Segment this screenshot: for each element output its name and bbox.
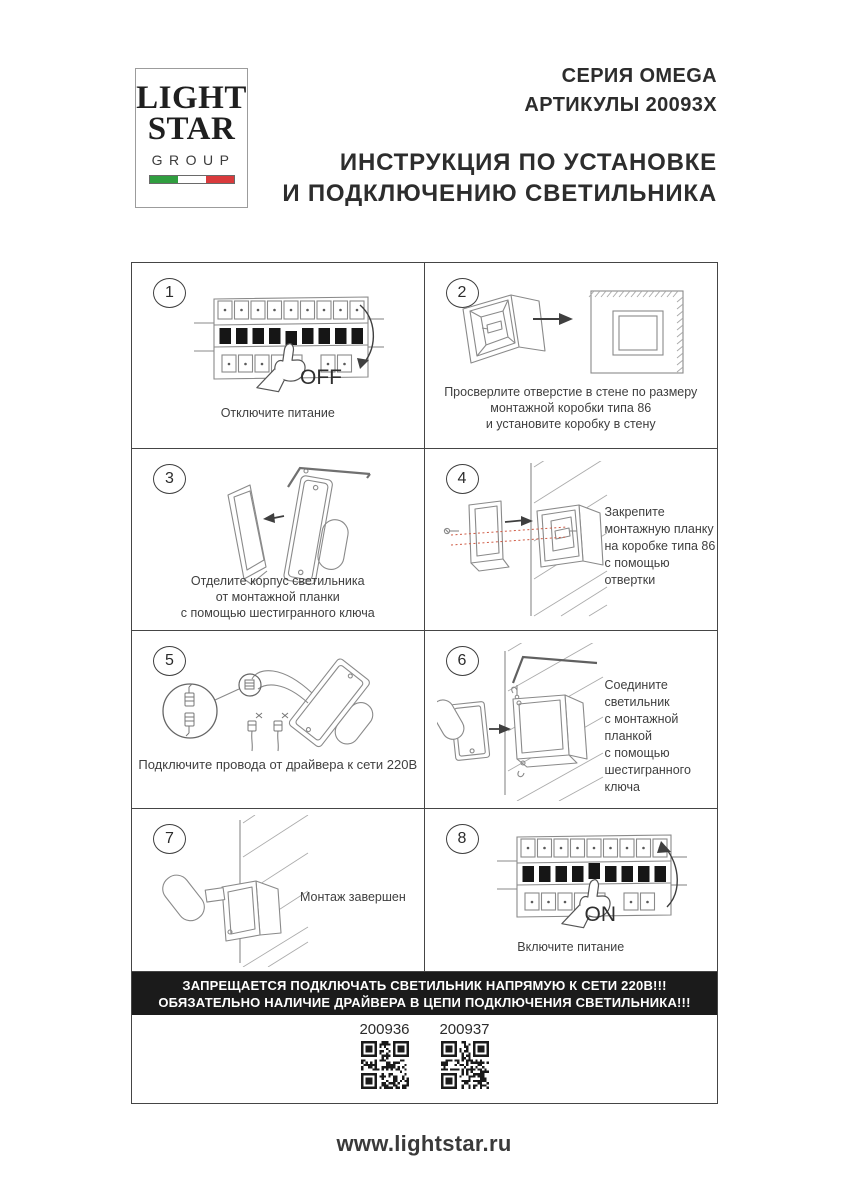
recessed-box-icon (537, 505, 603, 567)
step-number-badge: 7 (153, 824, 186, 854)
warning-banner (132, 972, 717, 1015)
step-6-cell (425, 631, 718, 809)
fixture-icon (437, 696, 490, 761)
step-caption: Отключите питание (220, 406, 335, 420)
step-number-badge: 3 (153, 464, 186, 494)
step-4-cell (425, 449, 718, 631)
flag-white (178, 176, 206, 183)
step-caption: Просверлите отверстие в стене по размеру монтажной коробки типа 86 и установите коробку в стену (444, 385, 698, 431)
step-caption: Включите питание (517, 940, 625, 954)
logo-word-light: LIGHT (136, 80, 247, 116)
series-name: СЕРИЯ OMEGA (561, 65, 717, 87)
step-3-cell (132, 449, 425, 631)
step-caption: Монтаж завершен (300, 890, 406, 904)
mounting-box-wall-illustration (453, 285, 689, 379)
wire-plug-icons (248, 713, 288, 751)
qr-item (358, 1021, 412, 1103)
connector-detail-small (239, 674, 261, 696)
article-number-label: 200936 (359, 1021, 410, 1038)
step-number-badge: 8 (446, 824, 479, 854)
breaker-toggles (220, 328, 364, 345)
article-number-label: 200937 (439, 1021, 490, 1038)
on-label: ON (584, 903, 616, 926)
wall-plate-frame-icon (511, 687, 586, 776)
arrow-icon (533, 313, 573, 325)
step-caption: Соедините светильник с монтажной планкой с помощью шестигранного ключа (604, 678, 691, 794)
fixture-body-icon (288, 657, 387, 762)
step-8-cell (425, 809, 718, 972)
wall-hole-illustration (591, 291, 683, 373)
qr-section (132, 1015, 717, 1103)
attach-fixture-illustration (437, 643, 607, 801)
arrow-icon (505, 516, 533, 526)
italian-flag-stripe (149, 175, 235, 184)
step-number-badge: 1 (153, 278, 186, 308)
flag-green (150, 176, 178, 183)
flag-red (206, 176, 234, 183)
step-number-badge: 4 (446, 464, 479, 494)
off-label: OFF (300, 366, 342, 389)
warning-line-2: ОБЯЗАТЕЛЬНО НАЛИЧИЕ ДРАЙВЕРА В ЦЕПИ ПОДКЛЮЧЕНИЯ СВЕТИЛЬНИКА!!! (158, 995, 691, 1010)
screw-icon (444, 528, 459, 533)
qr-item (438, 1021, 492, 1103)
step-5-cell (132, 631, 425, 809)
step-number-badge: 2 (446, 278, 479, 308)
step-number-badge: 5 (153, 646, 186, 676)
logo-word-star: STAR (147, 111, 236, 147)
step-7-cell (132, 809, 425, 972)
fix-plate-illustration (439, 461, 609, 619)
lamp-head-icon (160, 870, 225, 926)
connector-detail-circle (163, 684, 217, 738)
left-arrow-icon (263, 513, 284, 523)
lightstar-logo (135, 68, 248, 208)
step-number-badge: 6 (446, 646, 479, 676)
step-caption: Закрепите монтажную планку на коробке типа 86 с помощью отвертки (604, 505, 716, 587)
step-2-cell (425, 263, 718, 449)
mounting-plate-icon (469, 501, 509, 571)
warning-line-1: ЗАПРЕЩАЕТСЯ ПОДКЛЮЧАТЬ СВЕТИЛЬНИК НАПРЯМУЮ К СЕТИ 220В!!! (182, 978, 667, 993)
qr-code (441, 1041, 489, 1089)
wall-hatch (589, 291, 683, 372)
series-block (282, 62, 717, 120)
arrow-icon (489, 724, 511, 734)
step-caption: Подключите провода от драйвера к сети 220В (138, 757, 418, 772)
document-header (282, 62, 717, 209)
mounted-fixture-illustration (160, 815, 310, 967)
connect-wires-illustration (152, 647, 387, 762)
circuit-breaker-off-illustration (192, 285, 384, 403)
hex-key-icon (513, 657, 597, 699)
steps-table (131, 262, 718, 1104)
page-title: ИНСТРУКЦИЯ ПО УСТАНОВКЕ И ПОДКЛЮЧЕНИЮ СВЕТИЛЬНИКА (282, 149, 717, 207)
step-caption: Отделите корпус светильника от монтажной планки с помощью шестигранного ключа (180, 574, 375, 620)
fixture-box-icon (222, 881, 281, 941)
detach-body-illustration (188, 461, 378, 591)
step-1-cell (132, 263, 425, 449)
wires (215, 671, 312, 703)
logo-word-group: GROUP (151, 152, 236, 168)
website-url: www.lightstar.ru (336, 1131, 512, 1156)
qr-code (361, 1041, 409, 1089)
article-numbers: АРТИКУЛЫ 20093X (524, 94, 717, 116)
